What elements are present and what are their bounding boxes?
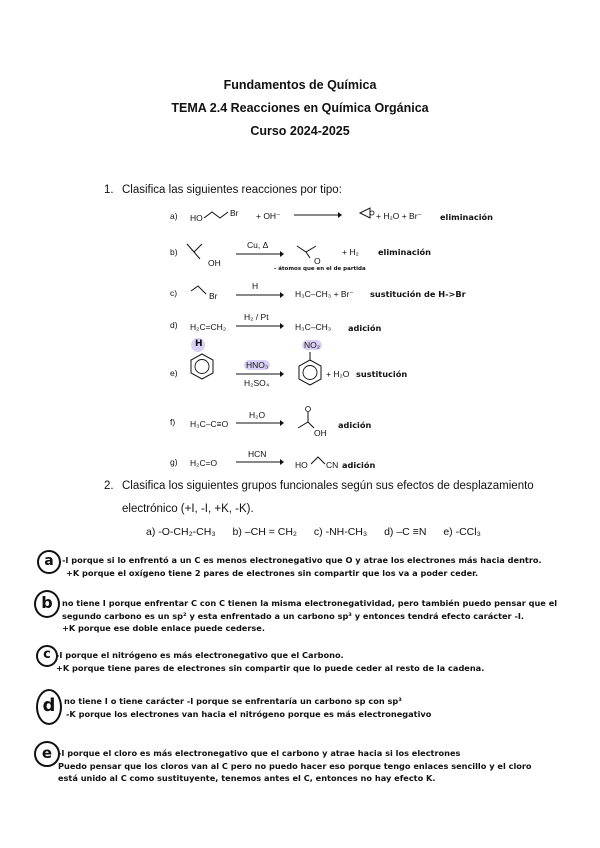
product-substituent: NO₂ — [304, 340, 321, 350]
bond-line — [186, 242, 206, 260]
answer-text — [64, 695, 592, 720]
answer-line: -I porque el nitrógeno es más electronegativo que el Carbono. — [56, 650, 344, 660]
product: HO — [295, 460, 308, 470]
arrow — [236, 251, 284, 257]
condition: H₂O — [249, 410, 266, 420]
answer-line: no tiene I porque enfrentar C con C tienen la misma electronegatividad, pero también puedo pensar que el — [62, 598, 558, 608]
answer-line: -K porque los electrones van hacia el nitrógeno porque es más electronegativo — [66, 708, 432, 719]
reactant: OH — [208, 258, 221, 268]
q1-text: Clasifica las siguientes reacciones por tipo: — [122, 184, 342, 196]
product: H₃C–CH₃ + Br⁻ — [295, 289, 354, 299]
answer-text — [58, 747, 594, 785]
answer-line: está unido al C como sustituyente, tenemos antes el C, entonces no hay efecto K. — [58, 773, 436, 783]
product: H₃C–CH₃ — [295, 322, 332, 332]
note: - átomos que en el de partida — [274, 266, 366, 272]
arrow — [236, 292, 284, 298]
product-nitrile: CN — [326, 460, 339, 470]
answer-text — [62, 597, 592, 635]
reaction-label: c) — [170, 288, 178, 298]
reactant: HO — [190, 213, 203, 223]
condition: H₂ / Pt — [244, 312, 269, 322]
answer-line: Puedo pensar que los cloros van al C pero no puedo hacer eso porque tengo enlaces sencillo y el cloro — [58, 760, 532, 771]
answer-line: segundo carbono es un sp² y esta enfrentado a un carbono sp³ y entonces tendrá efecto carácter -I. — [62, 610, 524, 621]
group-a: a) -O-CH₂-CH₃ — [146, 526, 216, 538]
answer-line: no tiene I o tiene carácter -I porque se enfrentaría un carbono sp con sp³ — [64, 696, 402, 706]
q1-number: 1. — [104, 184, 114, 196]
reagent: + OH⁻ — [256, 211, 281, 221]
answer-letter: d — [36, 689, 62, 725]
answer: adición — [342, 460, 376, 470]
product: + H₂ — [342, 247, 359, 257]
answer-line: +K porque tiene pares de electrones sin compartir que lo puede ceder al resto de la cadena. — [56, 662, 485, 673]
reaction-label: d) — [170, 320, 178, 330]
q2-number: 2. — [104, 480, 114, 492]
reaction-label: a) — [170, 211, 178, 221]
answer-text — [62, 554, 592, 579]
reaction-label: g) — [170, 457, 178, 467]
functional-groups — [146, 526, 481, 538]
condition: H — [252, 281, 259, 291]
doc-course: Curso 2024-2025 — [250, 124, 350, 138]
answer: eliminación — [378, 247, 431, 257]
doc-topic: TEMA 2.4 Reacciones en Química Orgánica — [171, 101, 429, 115]
condition: HNO₃ — [246, 360, 269, 370]
substituent: Br — [230, 208, 239, 218]
reactant: Br — [209, 291, 218, 301]
group-d: d) –C ≡N — [384, 526, 427, 538]
answer-line: -I porque si lo enfrentó a un C es menos electronegativo que O y atrae los electrones más hacia dentro. — [62, 555, 542, 565]
arrow — [236, 420, 284, 426]
hand-mark: H — [195, 339, 203, 349]
bond-line — [190, 285, 210, 299]
arrow — [236, 323, 284, 329]
reactant: H₂C=O — [190, 458, 218, 468]
answer-letter: e — [34, 741, 60, 767]
group-e: e) -CCl₃ — [443, 526, 481, 538]
benzene-ring — [296, 358, 324, 388]
answer-letter: a — [37, 550, 61, 574]
q2-text: Clasifica los siguientes grupos funcionales según sus efectos de desplazamiento — [122, 480, 534, 492]
group-b: b) –CH = CH₂ — [232, 526, 297, 538]
epoxide-ring — [358, 207, 374, 221]
benzene-ring — [188, 352, 216, 382]
reactant: H₂C=CH₂ — [190, 322, 227, 332]
answer: sustitución — [356, 369, 408, 379]
q2-text-cont: electrónico (+I, -I, +K, -K). — [122, 503, 254, 515]
condition: Cu, Δ — [247, 240, 269, 250]
product-oxygen: O — [314, 256, 321, 266]
arrow — [236, 371, 284, 377]
condition: HCN — [248, 449, 267, 459]
reaction-label: b) — [170, 247, 178, 257]
condition2: H₂SO₄ — [244, 378, 270, 388]
answer-line: -I porque el cloro es más electronegativo que el carbono y atrae hacia si los electrones — [58, 748, 461, 758]
product: + H₂O + Br⁻ — [376, 211, 423, 221]
arrow — [236, 459, 284, 465]
reaction-label: f) — [170, 417, 176, 427]
reactant: H₃C–C≡O — [190, 419, 229, 429]
answer-letter: b — [34, 590, 60, 618]
answer-line: +K porque el oxígeno tiene 2 pares de electrones sin compartir que los va a poder ceder. — [66, 567, 479, 578]
answer: adición — [348, 323, 382, 333]
answer: sustitución de H->Br — [370, 289, 466, 299]
doc-subject: Fundamentos de Química — [223, 78, 377, 92]
answer-text — [56, 649, 592, 674]
group-c: c) -NH-CH₃ — [313, 526, 368, 538]
answer: adición — [338, 420, 372, 430]
answer-line: +K porque ese doble enlace puede cederse. — [62, 623, 265, 633]
reaction-label: e) — [170, 368, 178, 378]
answer-letter: c — [36, 645, 58, 667]
product: + H₂O — [326, 369, 350, 379]
arrow — [294, 212, 342, 218]
answer: eliminación — [440, 212, 493, 222]
product-hydroxyl: OH — [314, 428, 327, 438]
